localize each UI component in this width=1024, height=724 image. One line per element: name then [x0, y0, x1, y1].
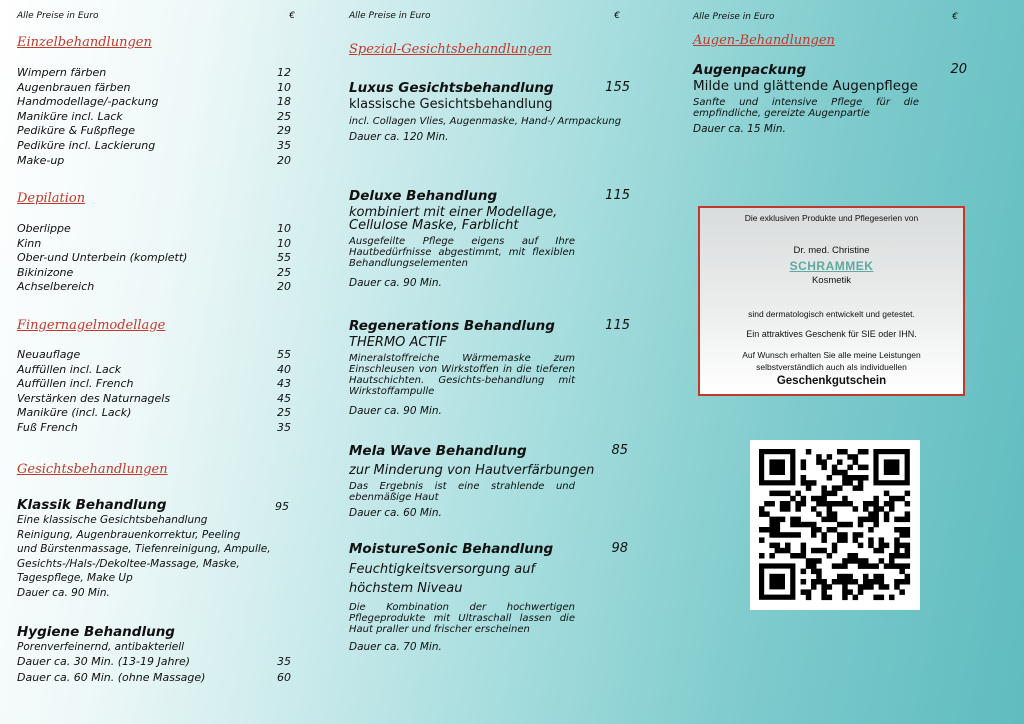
item-description: Die Kombination der hochwertigen Pflegeprodukte mit Ultraschall lassen die Haut praller und frischer erscheinen — [349, 602, 575, 635]
item-duration: Dauer ca. 60 Min. — [349, 507, 442, 519]
treatment-augenpackung — [693, 62, 975, 135]
klassik-behandlung — [17, 497, 295, 600]
list-item: Make-up 20 — [17, 153, 291, 167]
list-item: Neuauflage 55 — [17, 348, 291, 361]
list-item: Auffüllen incl. Lack 40 — [17, 362, 291, 376]
price-note — [693, 12, 975, 22]
treatment-mela-wave — [349, 443, 632, 519]
list-item: Verstärken des Naturnagels 45 — [17, 391, 291, 405]
item-title: Augenpackung — [693, 62, 807, 78]
list-item: Oberlippe 10 — [17, 222, 291, 235]
einzelbehandlungen-list — [17, 66, 295, 168]
promo-gift: Ein attraktives Geschenk für SIE oder IHN. — [746, 329, 917, 339]
promo-kosmetik: Kosmetik — [811, 275, 852, 286]
section-title-einzelbehandlungen: Einzelbehandlungen — [17, 35, 152, 50]
list-item: Pediküre incl. Lackierung 35 — [17, 138, 291, 152]
treatment-luxus — [349, 80, 632, 143]
list-item: Pediküre & Fußpflege 29 — [17, 124, 291, 138]
depilation-list — [17, 222, 295, 295]
treatment-regenerations — [349, 318, 632, 417]
item-duration: Dauer ca. 90 Min. — [349, 277, 442, 289]
price-note-text: Alle Preise in Euro — [693, 12, 775, 22]
euro-symbol: € — [952, 12, 958, 22]
qr-code-graphic — [750, 440, 920, 610]
item-line: Dauer ca. 90 Min. — [17, 586, 110, 599]
list-item: Fuß French 35 — [17, 420, 291, 434]
list-item: Kinn 10 — [17, 236, 291, 250]
item-duration: Dauer ca. 70 Min. — [349, 641, 442, 653]
item-title: Klassik Behandlung — [17, 497, 167, 513]
item-subtitle: zur Minderung von Hautverfärbungen — [349, 463, 595, 478]
list-item: Ober-und Unterbein (komplett) 55 — [17, 251, 291, 265]
item-duration: Dauer ca. 90 Min. — [349, 405, 442, 417]
list-item: Wimpern färben 12 — [17, 66, 291, 79]
hygiene-behandlung — [17, 624, 295, 686]
promo-doctor: Dr. med. Christine — [793, 245, 870, 256]
item-title: Luxus Gesichtsbehandlung — [349, 80, 554, 96]
item-subtitle: Feuchtigkeitsversorgung auf höchstem Niveau — [349, 562, 536, 596]
list-item: Maniküre (incl. Lack) 25 — [17, 406, 291, 420]
promo-gutschein: Geschenkgutschein — [776, 375, 887, 387]
price-note — [349, 11, 632, 21]
item-price: 115 — [605, 188, 630, 203]
price-note-text: Alle Preise in Euro — [17, 11, 99, 21]
section-title-depilation: Depilation — [17, 191, 86, 206]
item-price: 98 — [611, 541, 628, 556]
price-note — [17, 11, 295, 21]
treatment-moisturesonic — [349, 541, 632, 653]
schrammek-promo-box — [698, 206, 965, 396]
section-title-fingernagelmodellage: Fingernagelmodellage — [17, 318, 166, 333]
item-line: und Bürstenmassage, Tiefenreinigung, Ampulle, — [17, 543, 271, 555]
item-price: 115 — [605, 318, 630, 333]
promo-brand: SCHRAMMEK — [789, 259, 874, 273]
item-subtitle: THERMO ACTIF — [349, 335, 447, 350]
item-duration: Dauer ca. 120 Min. — [349, 131, 449, 143]
item-price: 85 — [611, 443, 628, 458]
fingernagel-list — [17, 348, 295, 436]
section-title-augen: Augen-Behandlungen — [693, 33, 835, 48]
item-description: Das Ergebnis ist eine strahlende und ebenmäßige Haut — [349, 481, 575, 503]
qr-code-icon — [750, 440, 920, 610]
list-item: Handmodellage/-packung 18 — [17, 95, 291, 109]
item-title: Hygiene Behandlung — [17, 624, 175, 640]
item-description: Ausgefeilte Pflege eigens auf Ihre Hautbedürfnisse abgestimmt, mit flexiblen Behandlungselementen — [349, 236, 575, 269]
list-item: Augenbrauen färben 10 — [17, 80, 291, 94]
section-title-gesichtsbehandlungen: Gesichtsbehandlungen — [17, 462, 168, 477]
list-item: Achselbereich 20 — [17, 280, 291, 294]
item-line: Gesichts-/Hals-/Dekoltee-Massage, Maske, — [17, 557, 240, 570]
item-title: Mela Wave Behandlung — [349, 443, 527, 459]
item-line: Eine klassische Gesichtsbehandlung — [17, 514, 208, 526]
list-item: Auffüllen incl. French 43 — [17, 377, 291, 391]
item-title: MoistureSonic Behandlung — [349, 541, 554, 557]
item-subtitle: Milde und glättende Augenpflege — [693, 78, 918, 94]
item-description: incl. Collagen Vlies, Augenmaske, Hand-/ Armpackung — [349, 116, 622, 127]
item-title: Regenerations Behandlung — [349, 318, 555, 334]
promo-intro: Die exklusiven Produkte und Pflegeserien von — [744, 213, 919, 223]
item-price: 95 — [275, 500, 289, 513]
section-title-spezial: Spezial-Gesichtsbehandlungen — [349, 42, 552, 57]
euro-symbol: € — [289, 11, 295, 21]
item-description: Sanfte und intensive Pflege für die empfindliche, gereizte Augenpartie — [693, 97, 919, 119]
list-item: Bikinizone 25 — [17, 265, 291, 279]
treatment-deluxe — [349, 188, 632, 289]
promo-wunsch: Auf Wunsch erhalten Sie alle meine Leistungen selbstverständlich auch als individuellen — [742, 350, 921, 372]
item-line: Dauer ca. 60 Min. (ohne Massage) 60 — [17, 671, 291, 684]
item-line: Tagespflege, Make Up — [17, 572, 133, 584]
promo-derm: sind dermatologisch entwickelt und getestet. — [748, 309, 915, 319]
item-description: Mineralstoffreiche Wärmemaske zum Einschleusen von Wirkstoffen in die tieferen Hautschichten. Gesichts-behandlung mit Wirkstoffampulle — [349, 353, 575, 397]
item-line: Dauer ca. 30 Min. (13-19 Jahre) 35 — [17, 655, 291, 668]
item-title: Deluxe Behandlung — [349, 188, 498, 204]
item-subtitle: kombiniert mit einer Modellage, Cellulose Maske, Farblicht — [349, 205, 558, 233]
item-price: 155 — [605, 80, 630, 95]
list-item: Maniküre incl. Lack 25 — [17, 109, 291, 123]
price-note-text: Alle Preise in Euro — [349, 11, 431, 21]
item-duration: Dauer ca. 15 Min. — [693, 123, 786, 135]
euro-symbol: € — [614, 11, 620, 21]
item-price: 20 — [950, 62, 967, 77]
item-line: Porenverfeinernd, antibakteriell — [17, 641, 185, 653]
item-line: Reinigung, Augenbrauenkorrektur, Peeling — [17, 528, 241, 541]
item-subtitle: klassische Gesichtsbehandlung — [349, 97, 553, 112]
